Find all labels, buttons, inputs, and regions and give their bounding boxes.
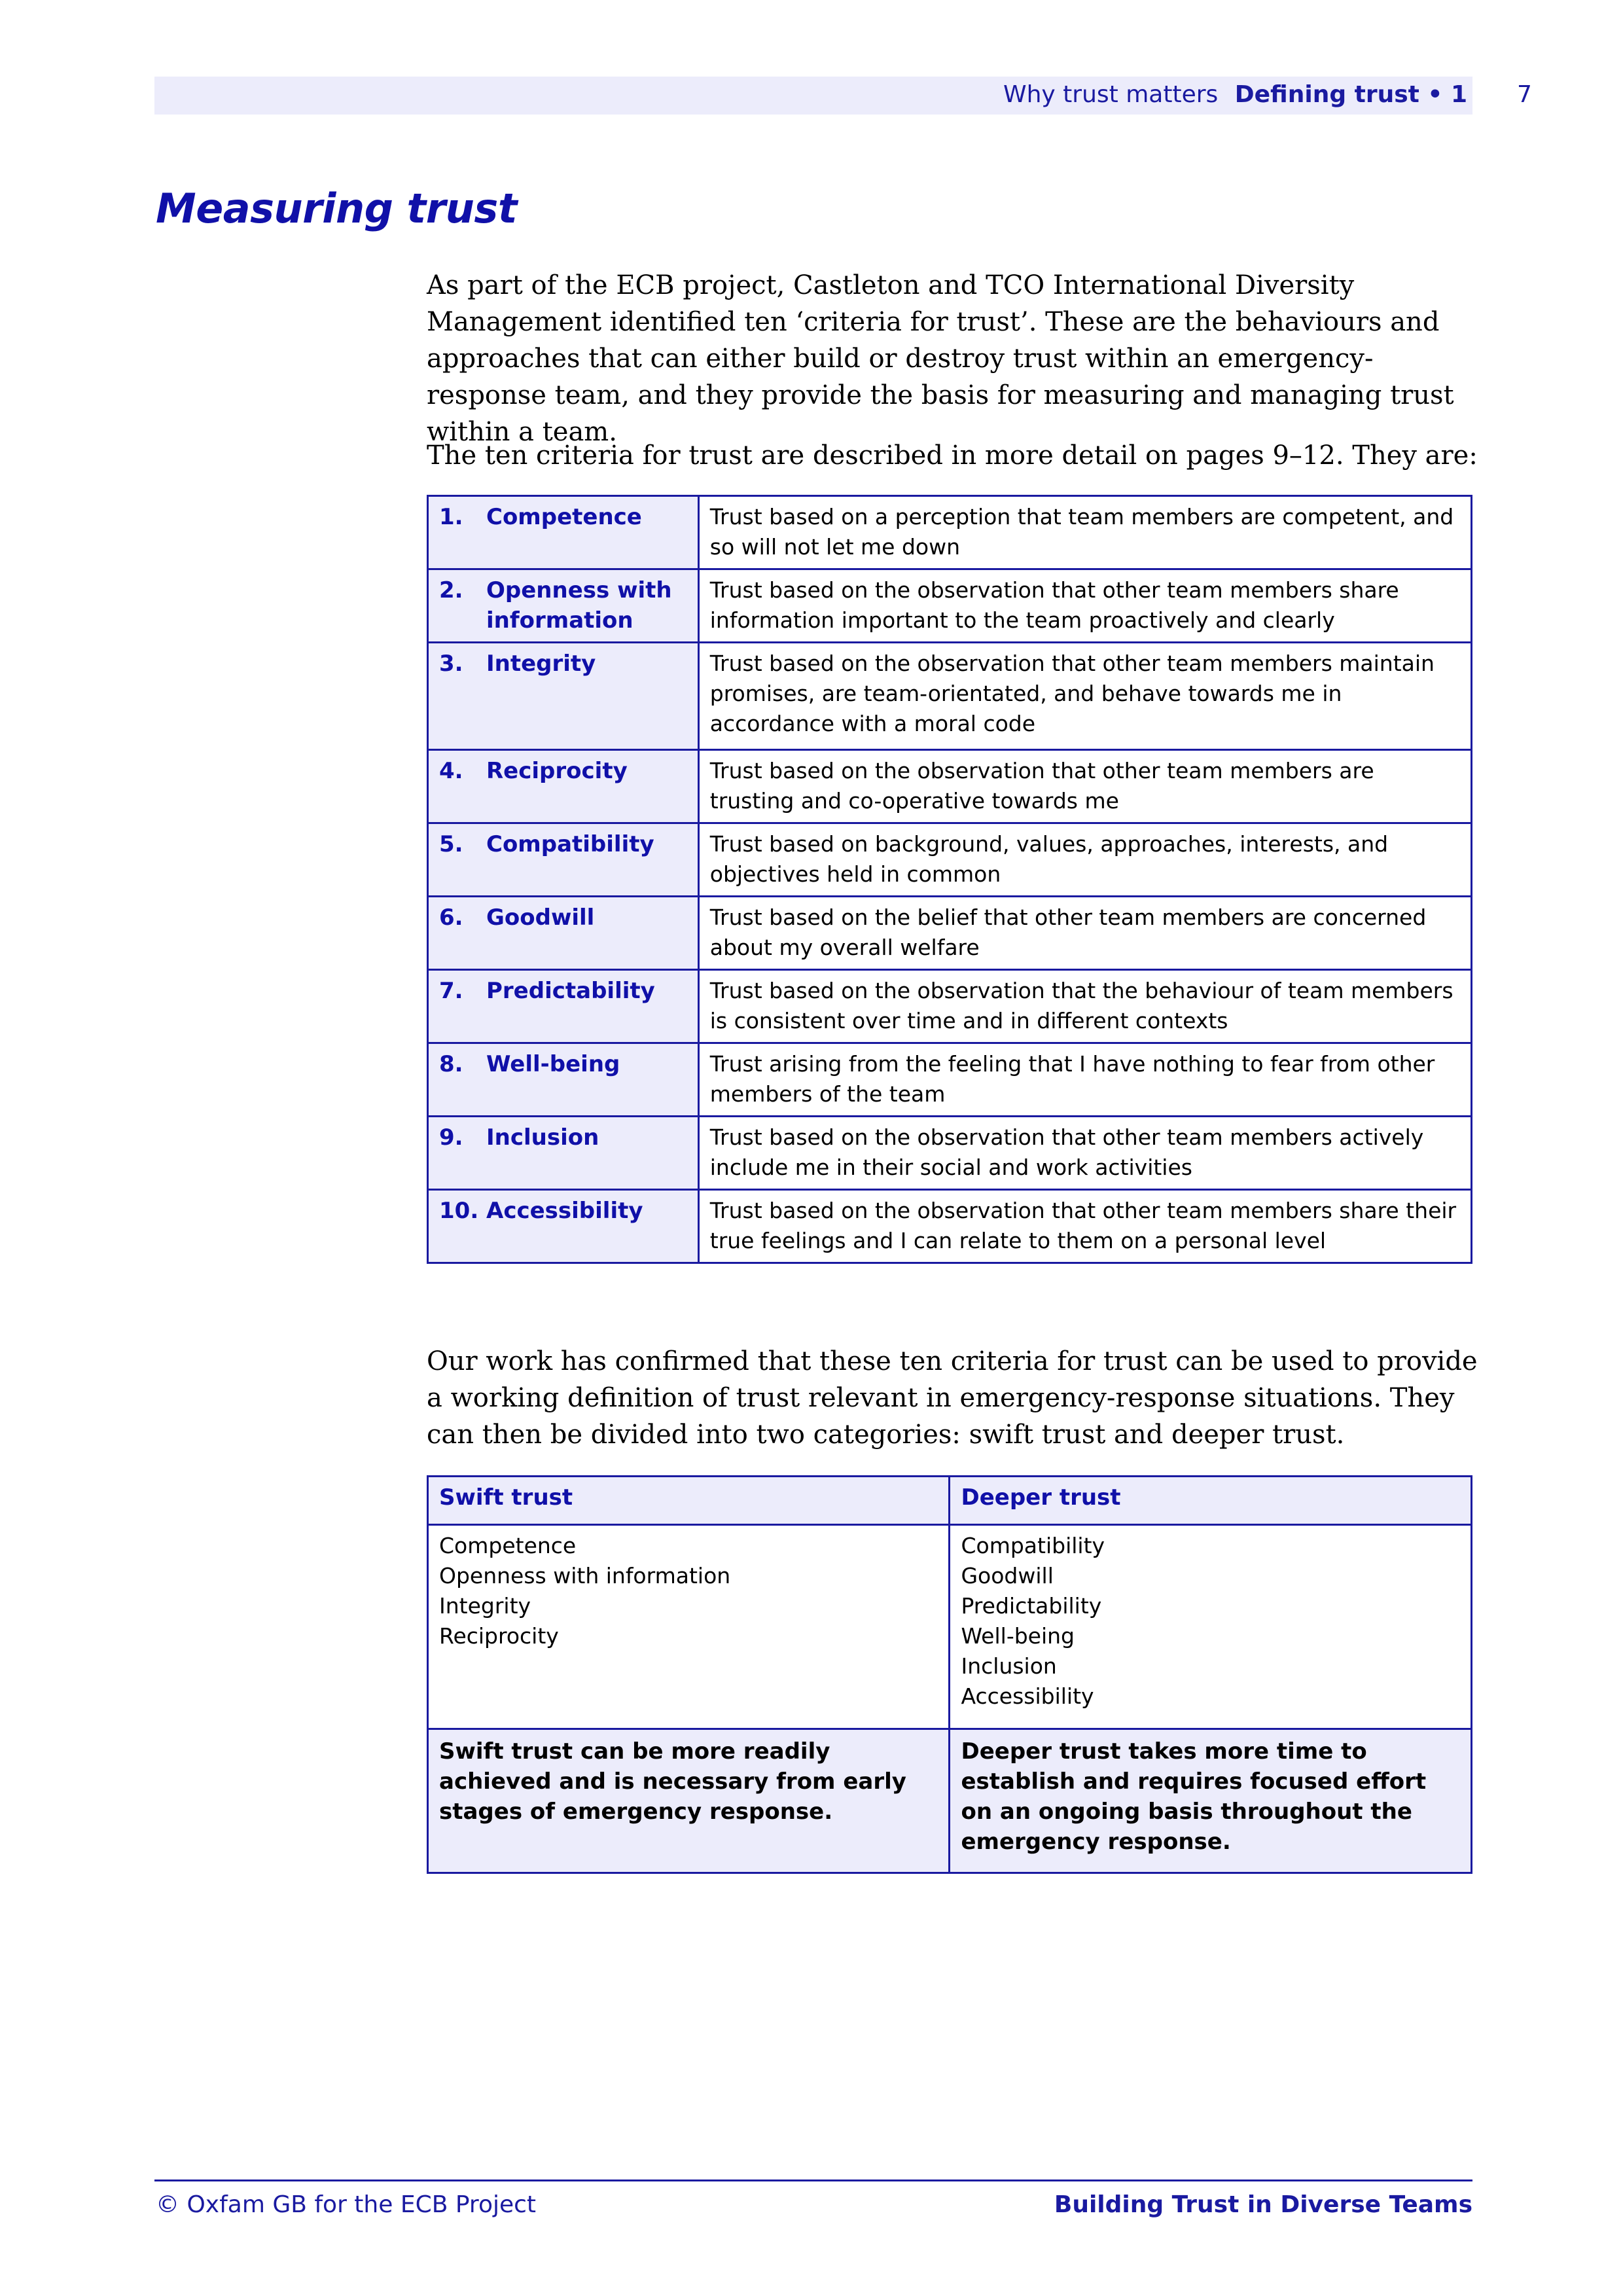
criterion-description: Trust based on the observation that other team members share their true feelings and I can relate to them on a personal level (698, 1190, 1471, 1263)
criterion-description: Trust arising from the feeling that I have nothing to fear from other members of the team (698, 1043, 1471, 1117)
criterion-number: 5. (439, 831, 463, 857)
list-item: Reciprocity (439, 1623, 559, 1649)
list-item: Integrity (439, 1593, 531, 1619)
table-row (428, 1043, 1472, 1117)
footer-copyright: © Oxfam GB for the ECB Project (156, 2191, 537, 2218)
criterion-description: Trust based on the observation that other team members are trusting and co-operative towards me (698, 750, 1471, 823)
criterion-number: 6. (439, 905, 463, 931)
criterion-number: 8. (439, 1051, 463, 1077)
page-title: Measuring trust (156, 185, 517, 232)
criterion-name: Openness with information (486, 577, 672, 634)
criterion-name-cell (428, 496, 699, 569)
criterion-name-cell (428, 1190, 699, 1263)
list-item: Accessibility (961, 1683, 1094, 1709)
table-row (428, 496, 1472, 569)
criterion-description: Trust based on the observation that other team members maintain promises, are team-orientated, and behave towards me in accordance with a moral code (698, 643, 1471, 750)
deeper-trust-summary: Deeper trust takes more time to establish and requires focused effort on an ongoing basis throughout the emergency response. (950, 1729, 1472, 1873)
criterion-name-cell (428, 569, 699, 643)
criterion-description: Trust based on the observation that other team members share information important to the team proactively and clearly (698, 569, 1471, 643)
table-row (428, 823, 1472, 897)
table-header-row (428, 1477, 1472, 1525)
criterion-number: 1. (439, 504, 463, 530)
criterion-number: 4. (439, 758, 463, 784)
criterion-description: Trust based on the belief that other team members are concerned about my overall welfare (698, 897, 1471, 970)
criterion-name-cell (428, 823, 699, 897)
criterion-description: Trust based on background, values, approaches, interests, and objectives held in common (698, 823, 1471, 897)
header-chapter: Defining trust • 1 (1234, 81, 1467, 108)
footer-divider (154, 2179, 1472, 2181)
table-row (428, 643, 1472, 750)
criterion-name-cell (428, 897, 699, 970)
list-item: Compatibility (961, 1533, 1105, 1558)
criteria-table (427, 495, 1472, 1264)
list-item: Predictability (961, 1593, 1102, 1619)
list-item: Competence (439, 1533, 577, 1558)
table-row (428, 1190, 1472, 1263)
table-row (428, 1729, 1472, 1873)
criterion-name: Reciprocity (486, 758, 628, 784)
table-row (428, 569, 1472, 643)
list-item: Well-being (961, 1623, 1075, 1649)
deeper-trust-list (950, 1525, 1472, 1729)
criterion-name: Inclusion (486, 1124, 599, 1151)
criterion-number: 3. (439, 651, 463, 677)
criterion-name: Well-being (486, 1051, 620, 1077)
criterion-name-cell (428, 750, 699, 823)
criterion-number: 10. (439, 1198, 479, 1224)
criterion-name-cell (428, 1043, 699, 1117)
running-header (1003, 81, 1467, 110)
table-row (428, 1525, 1472, 1729)
header-section: Why trust matters (1003, 81, 1219, 108)
deeper-trust-heading: Deeper trust (950, 1477, 1472, 1525)
criterion-name-cell (428, 1117, 699, 1190)
table-row (428, 897, 1472, 970)
criterion-number: 7. (439, 978, 463, 1004)
conclusion-paragraph: Our work has confirmed that these ten criteria for trust can be used to provide a working definition of trust relevant in emergency-response situations. They can then be divided into two categories: swift trust and deeper trust. (427, 1346, 1478, 1450)
criterion-description: Trust based on the observation that other team members actively include me in their social and work activities (698, 1117, 1471, 1190)
table-row (428, 1117, 1472, 1190)
criterion-description: Trust based on a perception that team members are competent, and so will not let me down (698, 496, 1471, 569)
list-item: Openness with information (439, 1563, 731, 1588)
criterion-name: Accessibility (486, 1198, 643, 1224)
page-number: 7 (1517, 81, 1532, 108)
list-item: Goodwill (961, 1563, 1054, 1588)
footer-publication-title: Building Trust in Diverse Teams (1054, 2191, 1472, 2218)
criterion-number: 9. (439, 1124, 463, 1151)
trust-categories-table (427, 1475, 1472, 1874)
swift-trust-list (428, 1525, 950, 1729)
table-row (428, 970, 1472, 1043)
criterion-name: Compatibility (486, 831, 654, 857)
swift-trust-summary: Swift trust can be more readily achieved and is necessary from early stages of emergency response. (428, 1729, 950, 1873)
swift-trust-heading: Swift trust (428, 1477, 950, 1525)
lead-in-paragraph: The ten criteria for trust are described in more detail on pages 9–12. They are: (427, 440, 1478, 471)
criterion-name-cell (428, 970, 699, 1043)
list-item: Inclusion (961, 1653, 1057, 1679)
criterion-number: 2. (439, 577, 463, 603)
criterion-name: Integrity (486, 651, 596, 677)
criterion-name: Goodwill (486, 905, 595, 931)
criterion-description: Trust based on the observation that the behaviour of team members is consistent over time and in different contexts (698, 970, 1471, 1043)
criterion-name: Predictability (486, 978, 655, 1004)
criterion-name-cell (428, 643, 699, 750)
intro-paragraph: As part of the ECB project, Castleton and TCO International Diversity Management identified ten ‘criteria for trust’. These are the behaviours and approaches that can either build or destroy trust within an emergency-response team, and they provide the basis for measuring and managing trust within a team. (427, 270, 1454, 447)
criterion-name: Competence (486, 504, 642, 530)
table-row (428, 750, 1472, 823)
